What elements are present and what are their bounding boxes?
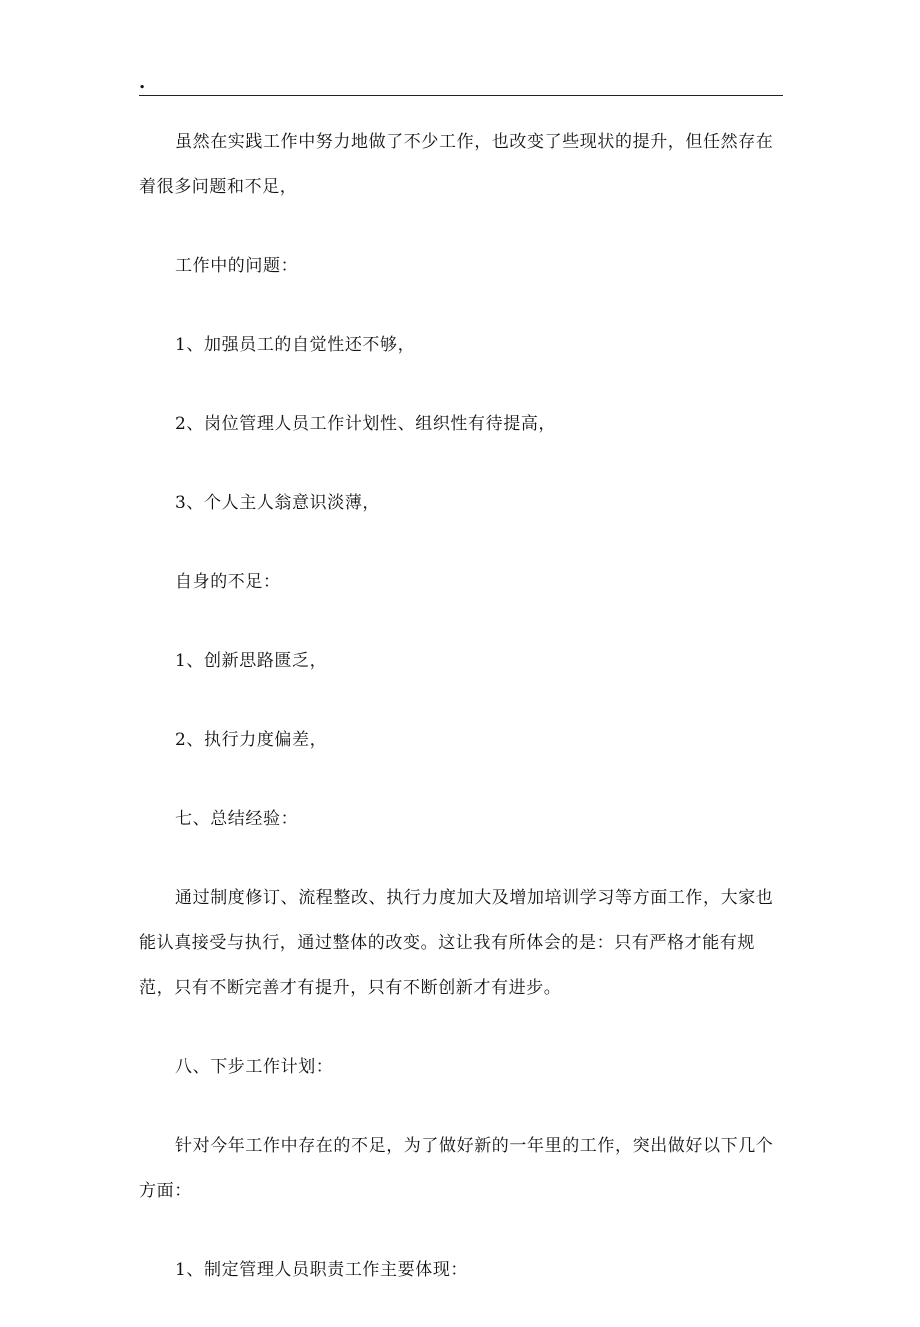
paragraph-problems-heading: 工作中的问题：: [175, 256, 299, 276]
paragraph-plan: 针对今年工作中存在的不足，为了做好新的一年里的工作，突出做好以下几个方面：: [139, 1136, 774, 1201]
header-mark: .: [139, 72, 146, 93]
paragraph-problem-3: 3、个人主人翁意识淡薄，: [175, 493, 381, 513]
paragraph-shortcoming-2: 2、执行力度偏差，: [175, 730, 328, 750]
paragraph-problem-2: 2、岗位管理人员工作计划性、组织性有待提高，: [175, 414, 557, 434]
paragraph-shortcoming-1: 1、创新思路匮乏，: [175, 651, 328, 671]
paragraph-problem-1: 1、加强员工的自觉性还不够，: [175, 335, 416, 355]
header-rule: [139, 95, 783, 96]
section-heading-plan: 八、下步工作计划：: [175, 1057, 334, 1077]
paragraph-intro: 虽然在实践工作中努力地做了不少工作，也改变了些现状的提升，但任然存在着很多问题和不足，: [139, 132, 774, 197]
paragraph-plan-item-1: 1、制定管理人员职责工作主要体现：: [175, 1260, 469, 1280]
paragraph-summary: 通过制度修订、流程整改、执行力度加大及增加培训学习等方面工作，大家也能认真接受与执行，通过整体的改变。这让我有所体会的是：只有严格才能有规范，只有不断完善才有提升，只有不断创新才有进步。: [139, 888, 774, 998]
section-heading-summary: 七、总结经验：: [175, 809, 299, 829]
document-body: [139, 120, 783, 1327]
paragraph-shortcomings-heading: 自身的不足：: [175, 572, 281, 592]
